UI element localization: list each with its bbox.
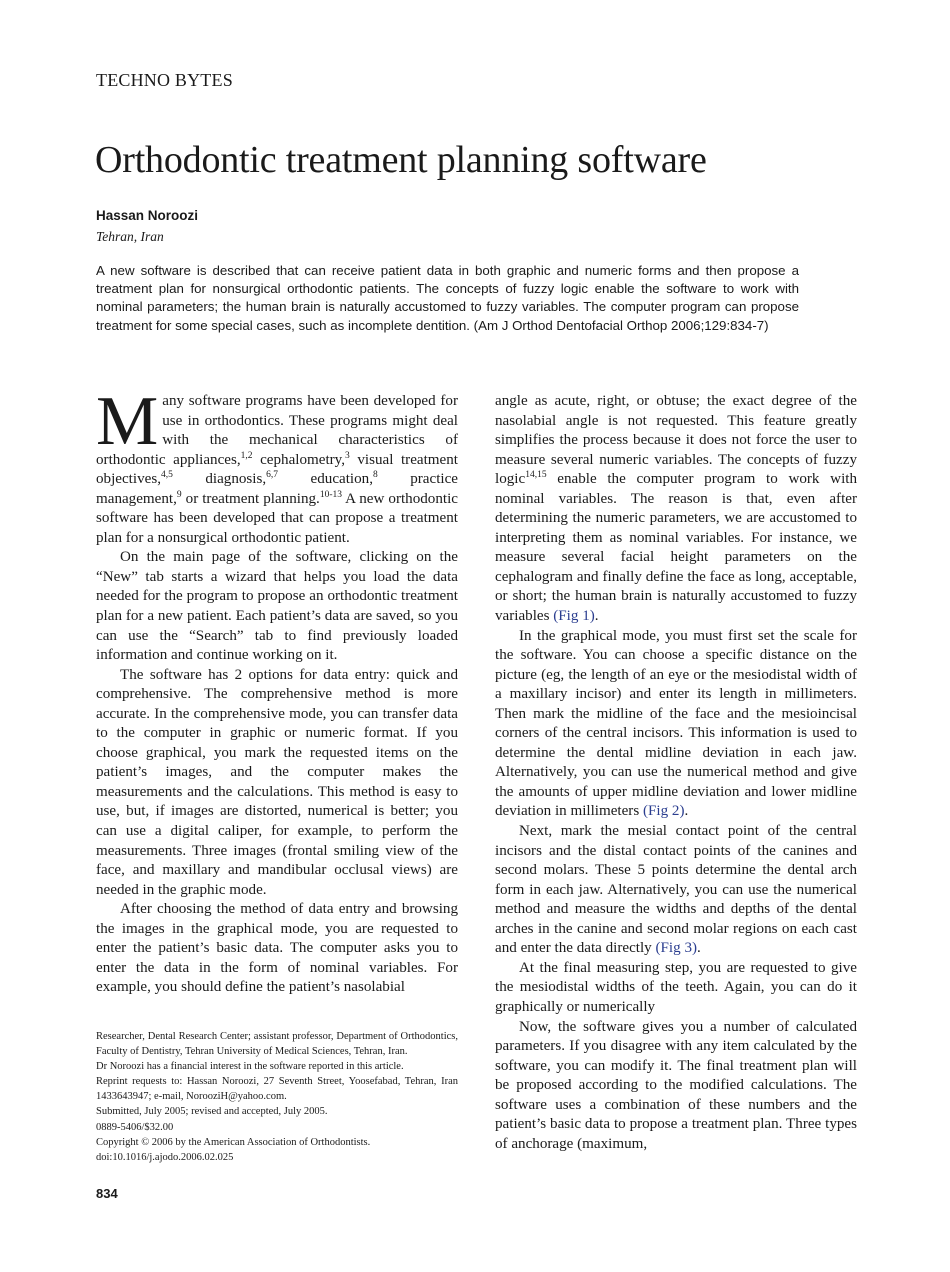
footnote-copyright: Copyright © 2006 by the American Association of Orthodontists. bbox=[96, 1136, 371, 1148]
paragraph-intro bbox=[96, 383, 458, 548]
citation-ref[interactable]: 8 bbox=[372, 470, 378, 481]
body-column-right bbox=[495, 392, 857, 1154]
text-run: education, bbox=[278, 471, 373, 488]
text-run: A new orthodontic software has been developed that can propose a treatment plan for a nonsurgical orthodontic patient. bbox=[96, 490, 458, 546]
text-run: practice management, bbox=[96, 471, 458, 507]
footnote-submitted: Submitted, July 2005; revised and accepted, July 2005. bbox=[96, 1106, 328, 1118]
citation-ref[interactable]: 6,7 bbox=[266, 470, 279, 481]
text-run: visual treatment objectives, bbox=[96, 451, 458, 488]
paragraph bbox=[495, 627, 857, 822]
drop-cap: M bbox=[96, 383, 159, 460]
text-run: . bbox=[594, 608, 599, 625]
text-run: . bbox=[697, 940, 701, 957]
paragraph bbox=[495, 392, 857, 627]
paragraph: Now, the software gives you a number of calculated parameters. If you disagree with any item calculated by the software, you can modify it. The final treatment plan will be proposed according to the modified calculations. The software uses a combination of these numbers and the patient’s basic data to propose a treatment plan. Three types of anchorage (maximum, bbox=[495, 1018, 857, 1152]
footnote-interest: Dr Noroozi has a financial interest in the software reported in this article. bbox=[96, 1061, 404, 1073]
text-run: Next, mark the mesial contact point of the central incisors and the distal contact points of the canines and second molars. These 5 points determine the dental arch form in each jaw. Alternatively, you can use the numerical method and measure the widths and depths of the dental arches in the canine and second molar regions on each cast and enter the data directly bbox=[495, 823, 857, 957]
page-number: 834 bbox=[96, 1186, 118, 1201]
author-affiliation: Tehran, Iran bbox=[96, 229, 164, 244]
body-column-left bbox=[96, 383, 458, 998]
text-run: In the graphical mode, you must first set the scale for the software. You can choose a specific distance on the picture (eg, the length of an eye or the mesiodistal width of a maxillary incisor) and enter its length in millimeters. Then mark the midline of the face and the mesioincisal corners of the central incisors. This information is used to determine the dental midline deviation in each jaw. Alternatively, you can use the numerical method and give the amounts of upper midline deviation and lower midline deviation in millimeters bbox=[495, 627, 857, 820]
paragraph: At the final measuring step, you are requested to give the mesiodistal widths of the teeth. Again, you can do it graphically or numerically bbox=[495, 959, 857, 1015]
text-run: cephalometry, bbox=[252, 451, 346, 468]
footnote-doi: doi:10.1016/j.ajodo.2006.02.025 bbox=[96, 1151, 234, 1163]
text-run: or treatment planning. bbox=[181, 490, 320, 507]
figure-link[interactable]: (Fig 2) bbox=[642, 803, 685, 820]
footnotes bbox=[96, 1029, 458, 1165]
citation-ref[interactable]: 14,15 bbox=[525, 470, 547, 481]
paragraph: On the main page of the software, clicking on the “New” tab starts a wizard that helps you load the data needed for the program to propose an orthodontic treatment plan for a new patient. Each patient’s data are saved, so you can use the “Search” tab to find previously loaded information and continue working on it. bbox=[96, 549, 458, 664]
footnote-reprint: Reprint requests to: Hassan Noroozi, 27 Seventh Street, Yoosefabad, Tehran, Iran 1433643947; e-mail, NorooziH@yahoo.com. bbox=[96, 1076, 458, 1103]
text-run: any software programs have been developed for use in orthodontics. These programs might deal with the mechanical characteristics of orthodontic appliances, bbox=[96, 393, 458, 468]
paragraph bbox=[495, 822, 857, 959]
footnote-issn: 0889-5406/$32.00 bbox=[96, 1121, 174, 1133]
footnote-affiliation: Researcher, Dental Research Center; assistant professor, Department of Orthodontics, Faculty of Dentistry, Tehran University of Medical Sciences, Tehran, Iran. bbox=[96, 1031, 458, 1058]
paragraph: After choosing the method of data entry and browsing the images in the graphical mode, you are requested to enter the patient’s basic data. The computer asks you to enter the data in the form of nominal variables. For example, you should define the patient’s nasolabial bbox=[96, 901, 458, 996]
text-run: . bbox=[684, 803, 689, 820]
citation-ref[interactable]: 3 bbox=[345, 450, 350, 461]
figure-link[interactable]: (Fig 3) bbox=[655, 940, 698, 957]
author-name: Hassan Noroozi bbox=[96, 208, 199, 223]
figure-link[interactable]: (Fig 1) bbox=[553, 608, 595, 625]
text-run: enable the computer program to work with nominal variables. The reason is that, even after determining the numeric parameters, we are accustomed to interpreting them as nominal variables. For instance, we measure several facial height parameters on the cephalogram and finally define the face as long, acceptable, or short; the human brain is naturally accustomed to fuzzy variables bbox=[495, 471, 857, 625]
section-label: TECHNO BYTES bbox=[96, 70, 233, 90]
paragraph: The software has 2 options for data entry: quick and comprehensive. The comprehensive method is more accurate. In the comprehensive mode, you can transfer data to the computer in graphic or numeric format. If you choose graphical, you mark the requested items on the patient’s images, and the computer makes the measurements and the calculations. This method is easy to use, but, if images are distorted, numerical is better; you can use a digital caliper, for example, to perform the measurements. Three images (frontal smiling view of the face, and maxillary and mandibular occlusal views) are needed in the graphic mode. bbox=[96, 666, 458, 898]
citation-ref[interactable]: 1,2 bbox=[240, 450, 253, 461]
citation-ref[interactable]: 10-13 bbox=[319, 489, 342, 500]
text-run: diagnosis, bbox=[172, 471, 267, 488]
citation-ref[interactable]: 4,5 bbox=[160, 470, 173, 481]
citation-ref[interactable]: 9 bbox=[176, 489, 182, 500]
article-title: Orthodontic treatment planning software bbox=[95, 139, 707, 181]
abstract: A new software is described that can receive patient data in both graphic and numeric forms and then propose a treatment plan for nonsurgical orthodontic patients. The concepts of fuzzy logic enable the software to work with nominal parameters; the human brain is naturally accustomed to fuzzy variables. The computer program can propose treatment for some special cases, such as incomplete dentition. (Am J Orthod Dentofacial Orthop 2006;129:834-7) bbox=[96, 263, 799, 333]
text-run: angle as acute, right, or obtuse; the exact degree of the nasolabial angle is not requested. This feature greatly simplifies the process because it does not force the user to measure several numeric variables. The concepts of fuzzy logic bbox=[495, 393, 857, 488]
